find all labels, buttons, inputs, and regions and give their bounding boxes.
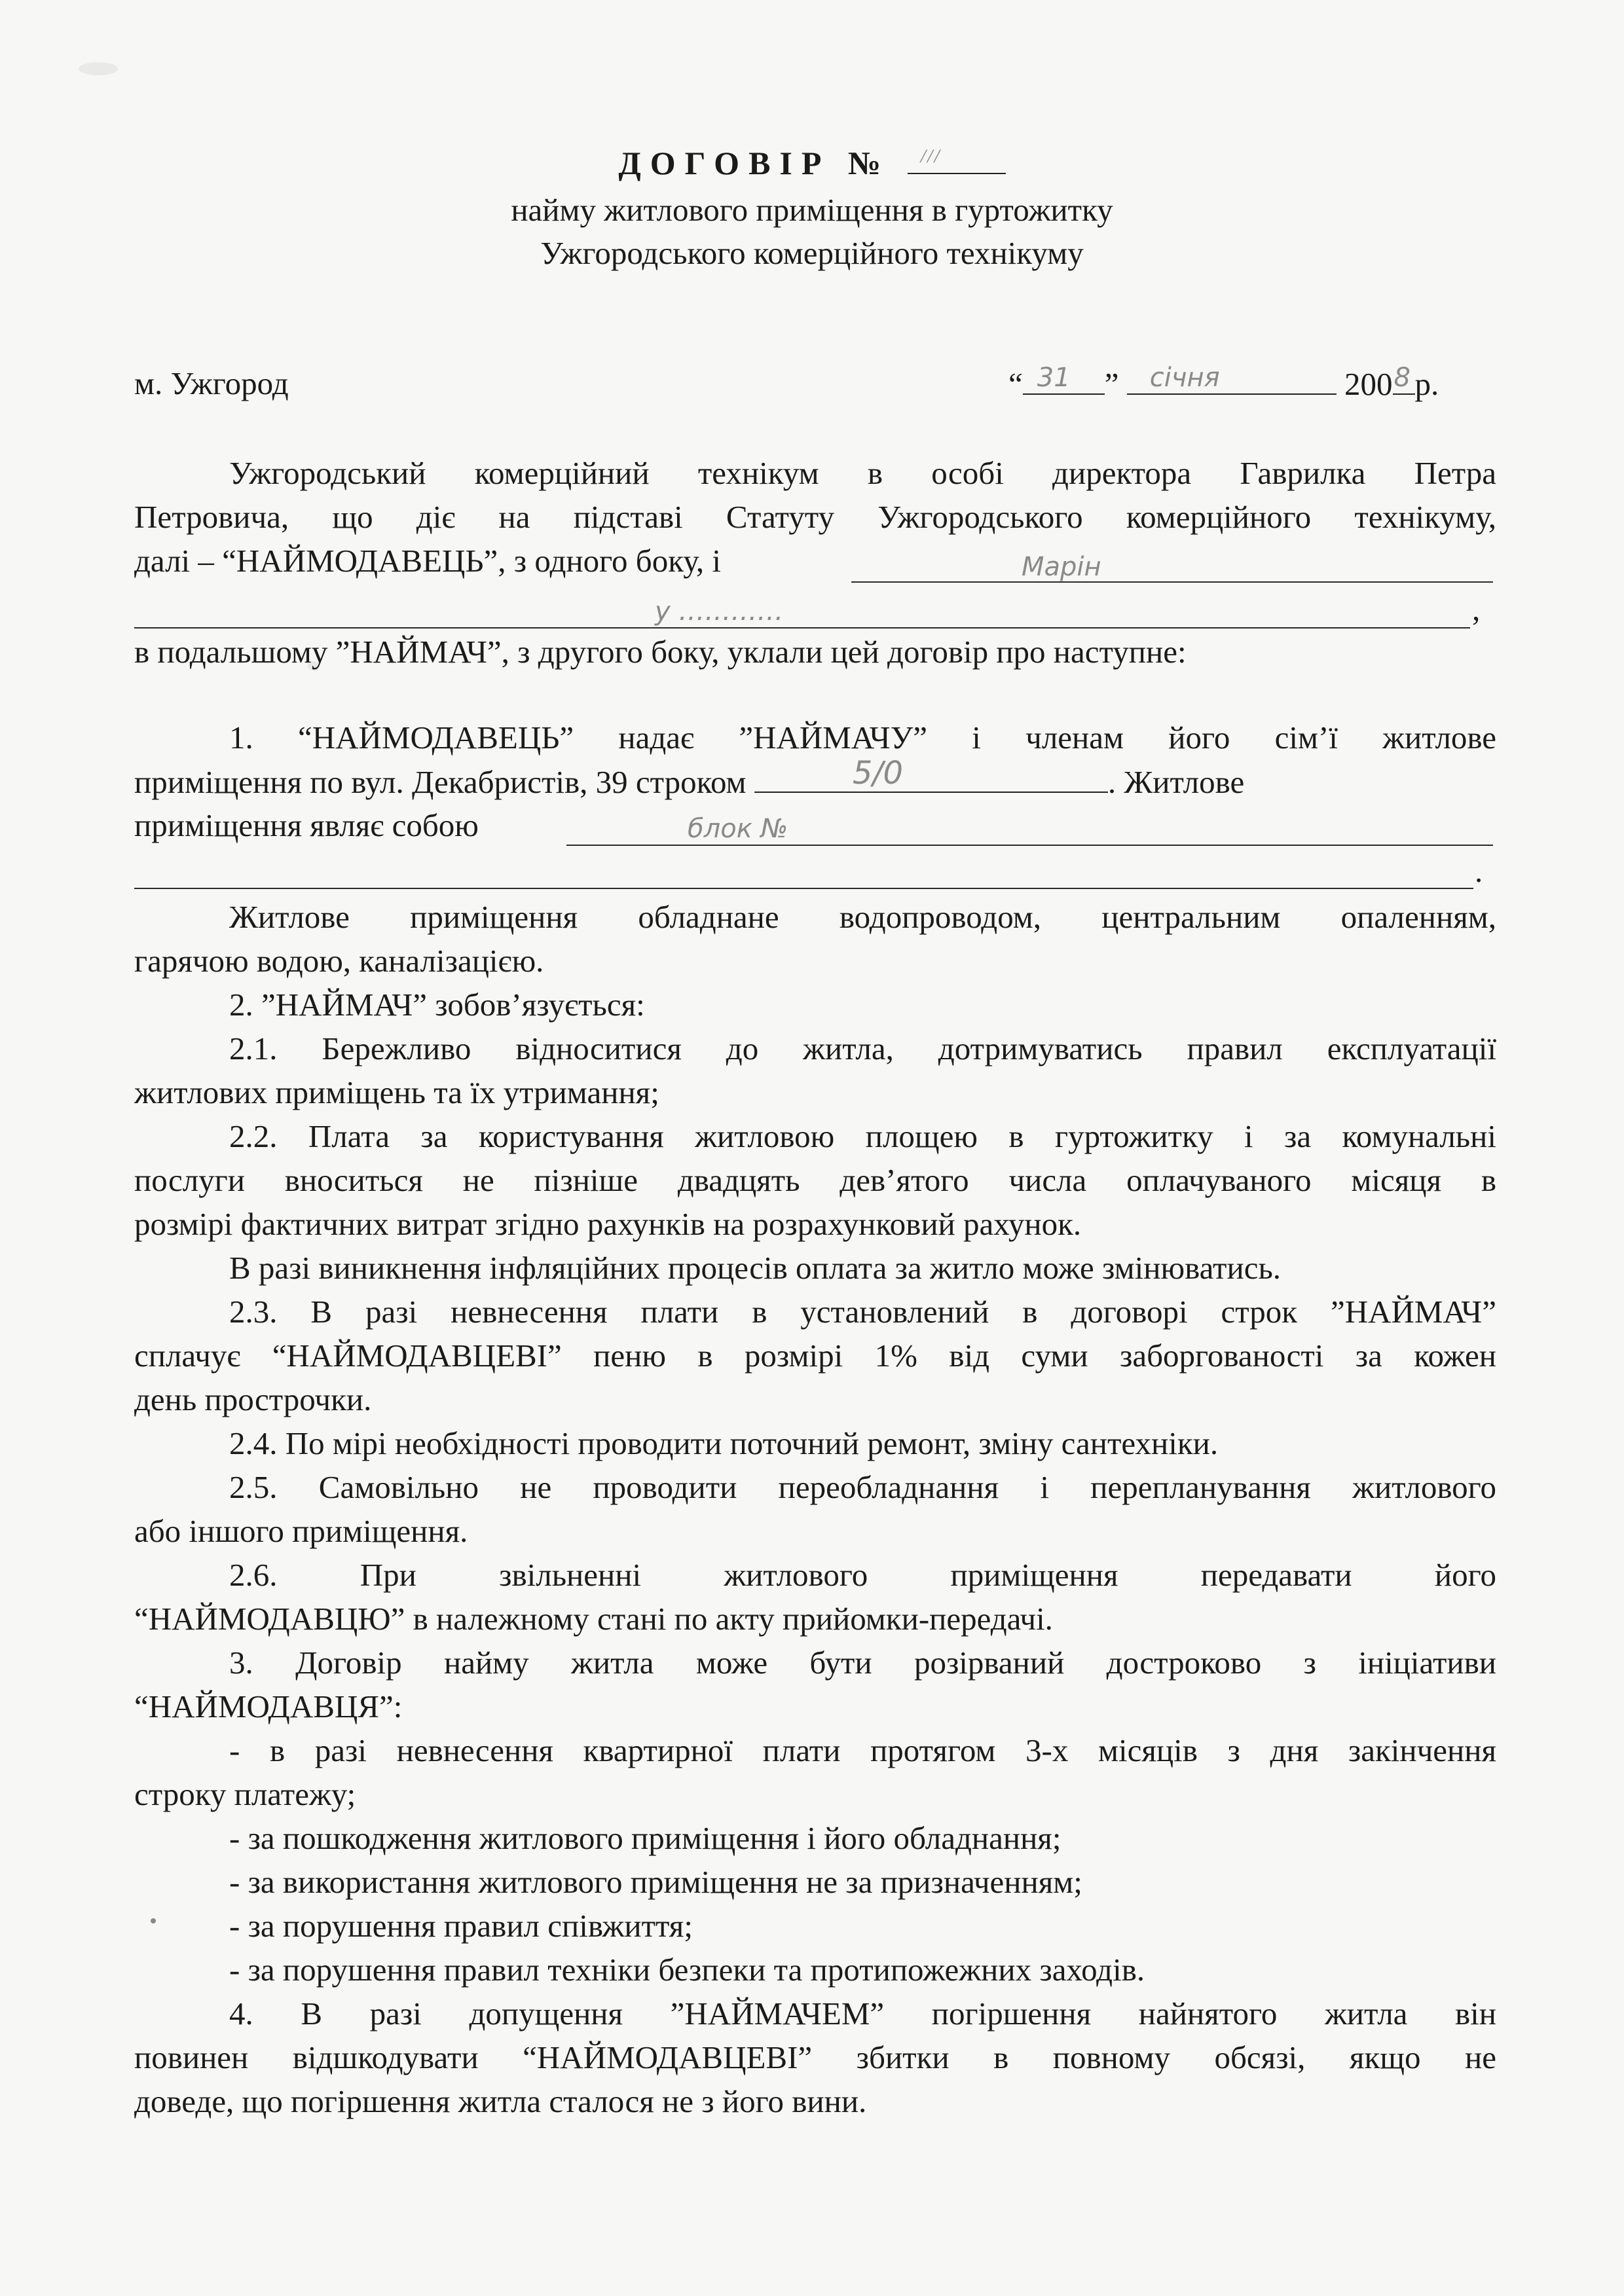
title-text: ДОГОВІР № [618, 145, 891, 181]
p2-6-line-2: “НАЙМОДАВЦЮ” в належному стані по акту прийомки-передачі. [134, 1601, 1053, 1637]
date-year-handwritten: 8 [1393, 363, 1411, 393]
p2-5-line-2: або іншого приміщення. [134, 1513, 468, 1549]
city: м. Ужгород [134, 365, 289, 401]
scan-speck [79, 62, 118, 75]
p2-3-line-3: день прострочки. [134, 1381, 372, 1417]
p2-2-line-4: В разі виникнення інфляційних процесів оплата за житло може змінюватись. [229, 1250, 1282, 1286]
date-month-handwritten: січня [1149, 363, 1220, 393]
intro-line-1: Ужгородський комерційний технікум в особі директора Гаврилка Петра [229, 455, 1496, 491]
dwelling-field-1 [566, 845, 1493, 846]
p4-line-3: доведе, що погіршення житла сталося не з його вини. [134, 2083, 867, 2119]
date-year-suffix: р. [1414, 366, 1439, 402]
date-month-field [1127, 363, 1337, 395]
scan-speck [151, 1918, 156, 1923]
p3-line-1: 3. Договір найму житла може бути розірваний достроково з ініціативи [229, 1645, 1496, 1681]
tenant-name-handwritten-1: Марін [1022, 552, 1101, 582]
tenant-name-field-1 [851, 581, 1493, 583]
p1-line-2 [134, 755, 1496, 803]
date-year-prefix: 200 [1344, 366, 1393, 402]
dwelling-field-2 [134, 888, 1473, 889]
p2-3-line-1: 2.3. В разі невнесення плати в установлений в договорі строк ”НАЙМАЧ” [229, 1294, 1496, 1330]
term-handwritten: 5/0 [852, 755, 904, 792]
p1-line-4: Житлове приміщення обладнане водопроводом, центральним опаленням, [229, 899, 1496, 935]
p3-item-1-line-1: - в разі невнесення квартирної плати протягом 3-х місяців з дня закінчення [229, 1732, 1496, 1768]
p2-2-line-2: послуги вноситься не пізніше двадцять дев’ятого числа оплачуваного місяця в [134, 1162, 1496, 1198]
p2-3-line-2: сплачує “НАЙМОДАВЦЕВІ” пеню в розмірі 1% від суми заборгованості за кожен [134, 1338, 1496, 1374]
period: . [1475, 853, 1483, 889]
p1-line-1: 1. “НАЙМОДАВЕЦЬ” надає ”НАЙМАЧУ” і членам його сім’ї житлове [229, 720, 1496, 756]
intro-line-4: в подальшому ”НАЙМАЧ”, з другого боку, уклали цей договір про наступне: [134, 634, 1187, 670]
p1-line-5: гарячою водою, каналізацією. [134, 943, 544, 979]
p3-line-2: “НАЙМОДАВЦЯ”: [134, 1688, 403, 1724]
p2-2-line-1: 2.2. Плата за користування житловою площею в гуртожитку і за комунальні [229, 1118, 1496, 1154]
date-year-field [1393, 363, 1415, 395]
contract-subtitle-2: Ужгородського комерційного технікуму [540, 235, 1084, 271]
p1-line-3: приміщення являє собою [134, 807, 479, 843]
p2-4: 2.4. По мірі необхідності проводити поточний ремонт, зміну сантехніки. [229, 1425, 1219, 1461]
p3-item-5: - за порушення правил техніки безпеки та протипожежних заходів. [229, 1952, 1145, 1988]
p3-item-2: - за пошкодження житлового приміщення і його обладнання; [229, 1820, 1061, 1856]
p1-line-2-text: приміщення по вул. Декабристів, 39 строком [134, 764, 747, 800]
comma: , [1472, 591, 1481, 627]
contract-number-handwritten: /// [920, 145, 941, 167]
p2-heading: 2. ”НАЙМАЧ” зобов’язується: [229, 987, 645, 1023]
p4-line-1: 4. В разі допущення ”НАЙМАЧЕМ” погіршення найнятого житла він [229, 1995, 1496, 2032]
p3-item-3: - за використання житлового приміщення не за призначенням; [229, 1864, 1082, 1900]
p1-line-2-end: . Житлове [1107, 764, 1245, 800]
p2-1-line-1: 2.1. Бережливо відноситися до житла, дотримуватись правил експлуатації [229, 1030, 1496, 1066]
date-quote-close: ” [1104, 366, 1119, 402]
date-quote-open: “ [1008, 366, 1023, 402]
contract-date [1008, 363, 1506, 405]
dwelling-handwritten: блок № [688, 814, 788, 844]
p2-2-line-3: розмірі фактичних витрат згідно рахунків на розрахунковий рахунок. [134, 1206, 1082, 1242]
p2-1-line-2: житлових приміщень та їх утримання; [134, 1074, 659, 1110]
p3-item-4: - за порушення правил співжиття; [229, 1908, 693, 1944]
contract-title [0, 143, 1624, 183]
p4-line-2: повинен відшкодувати “НАЙМОДАВЦЕВІ” збитки в повному обсязі, якщо не [134, 2039, 1496, 2075]
contract-subtitle-1: найму житлового приміщення в гуртожитку [511, 192, 1113, 228]
contract-number-field [908, 143, 1006, 174]
intro-line-2: Петровича, що діє на підставі Статуту Ужгородського комерційного технікуму, [134, 499, 1496, 535]
tenant-name-handwritten-2: у ………… [655, 596, 784, 627]
term-field [754, 755, 1108, 793]
tenant-name-field-2 [134, 627, 1470, 629]
date-day-field [1023, 363, 1105, 395]
p3-item-1-line-2: строку платежу; [134, 1776, 356, 1812]
date-day-handwritten: 31 [1037, 363, 1071, 393]
p2-5-line-1: 2.5. Самовільно не проводити переобладнання і перепланування житлового [229, 1469, 1496, 1505]
intro-line-3: далі – “НАЙМОДАВЕЦЬ”, з одного боку, і [134, 543, 722, 579]
p2-6-line-1: 2.6. При звільненні житлового приміщення передавати його [229, 1557, 1496, 1593]
